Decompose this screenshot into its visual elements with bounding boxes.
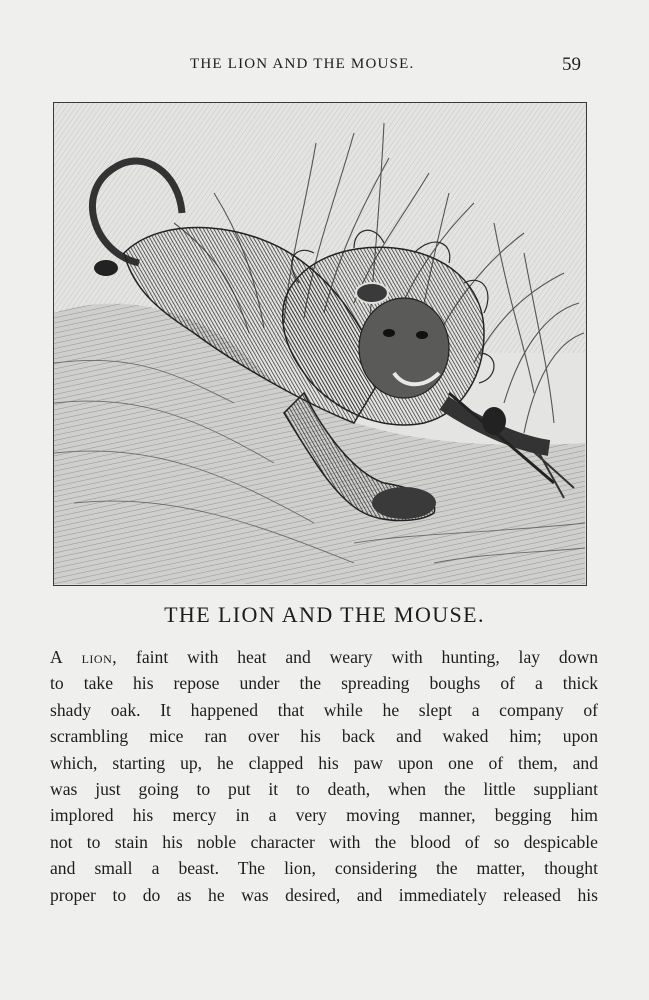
running-head [0,56,649,78]
text-line [50,644,598,670]
fable-first-word: A lion, [50,647,118,667]
lion-illustration-svg [54,103,585,584]
text-line: implored his mercy in a very moving manner, begging him [50,805,598,826]
text-line: to take his repose under the spreading boughs of a thick [50,673,598,694]
text-line: which, starting up, he clapped his paw upon one of them, and [50,752,598,773]
fable-heading: THE LION AND THE MOUSE. [164,602,485,627]
text-line: shady oak. It happened that while he slept a company of [50,699,598,720]
running-title: THE LION AND THE MOUSE. [190,56,415,72]
text-line-content: faint with heat and weary with hunting, lay down [136,647,598,667]
lion-engraving-illustration [53,102,587,586]
text-line: not to stain his noble character with the blood of so despicable [50,831,598,852]
text-line: was just going to put it to death, when the little suppliant [50,778,598,799]
text-line: scrambling mice ran over his back and waked him; upon [50,726,598,747]
text-line: proper to do as he was desired, and immediately released his [50,884,598,905]
fable-body [50,644,598,908]
text-line: and small a beast. The lion, considering the matter, thought [50,858,598,879]
page-number: 59 [562,54,581,75]
